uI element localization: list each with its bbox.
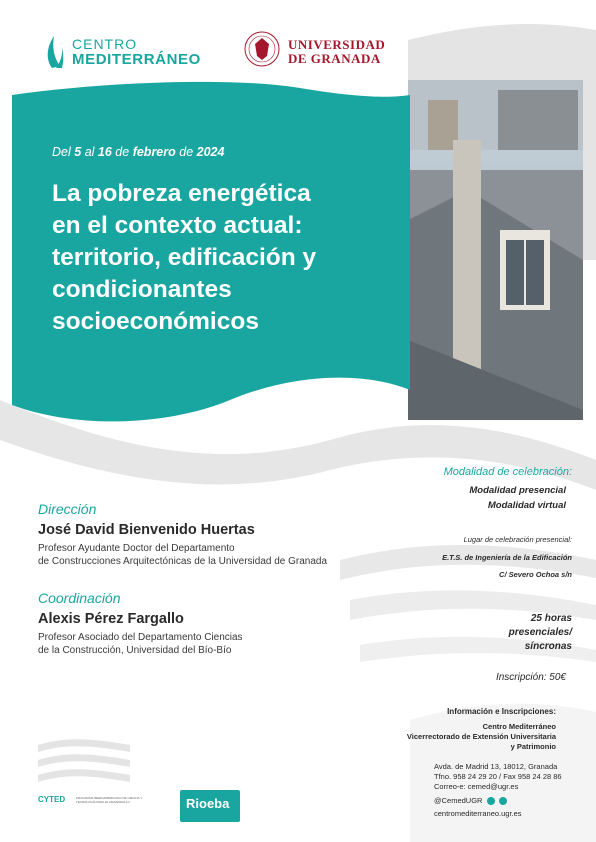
coordinator-name: Alexis Pérez Fargallo bbox=[38, 611, 184, 627]
universidad-granada-logo bbox=[243, 30, 393, 72]
title-line: condicionantes bbox=[52, 276, 232, 303]
modality-heading: Modalidad de celebración: bbox=[443, 466, 572, 478]
centro-mediterraneo-mark-icon bbox=[42, 30, 68, 70]
director-name: José David Bienvenido Huertas bbox=[38, 522, 255, 538]
venue-heading: Lugar de celebración presencial: bbox=[463, 535, 572, 544]
title-line: en el contexto actual: bbox=[52, 212, 303, 239]
facebook-icon[interactable] bbox=[487, 797, 495, 805]
venue-school: E.T.S. de Ingeniería de la Edificación bbox=[442, 553, 572, 562]
info-organization: Centro Mediterráneo Vicerrectorado de Extensión Universitaria y Patrimonio bbox=[406, 722, 556, 751]
venue-address: C/ Severo Ochoa s/n bbox=[499, 570, 572, 579]
cyted-fine-print: PROGRAMA IBEROAMERICANO DE CIENCIA Y TECNOLOGÍA PARA EL DESARROLLO bbox=[76, 796, 143, 804]
social-handle[interactable]: @CemedUGR bbox=[434, 796, 483, 805]
coordinator-role: Profesor Asociado del Departamento Ciencias de la Construcción, Universidad del Bío-Bío bbox=[38, 632, 243, 656]
course-title bbox=[52, 178, 392, 338]
event-dates: Del 5 al 16 de febrero de 2024 bbox=[52, 145, 225, 159]
logo-text-de-granada: DE GRANADA bbox=[288, 51, 381, 66]
registration-fee: Inscripción: 50€ bbox=[495, 672, 566, 683]
social-row bbox=[434, 796, 562, 806]
cyted-logo: CYTED PROGRAMA IBEROAMERICANO DE CIENCIA Y TECNOLOGÍA PARA EL DESARROLLO bbox=[38, 795, 143, 804]
rioeba-logo: Rioeba bbox=[180, 790, 240, 822]
modality-inperson: Modalidad presencial bbox=[469, 485, 566, 496]
logo-text-mediterraneo: MEDITERRÁNEO bbox=[72, 51, 201, 68]
contact-address: Avda. de Madrid 13, 18012, Granada bbox=[434, 762, 558, 771]
modality-virtual: Modalidad virtual bbox=[487, 500, 566, 511]
info-heading: Información e Inscripciones: bbox=[447, 707, 556, 716]
logo-text-centro: CENTRO bbox=[72, 36, 138, 52]
twitter-icon[interactable] bbox=[499, 797, 507, 805]
director-role: Profesor Ayudante Doctor del Departamento de Construcciones Arquitectónicas de la Universidad de Granada bbox=[38, 543, 328, 567]
title-line: socioeconómicos bbox=[52, 308, 259, 335]
logo-text-universidad: UNIVERSIDAD bbox=[288, 37, 386, 52]
title-line: La pobreza energética bbox=[52, 180, 311, 207]
ugr-seal-icon bbox=[243, 30, 281, 68]
website-link[interactable]: centromediterraneo.ugr.es bbox=[434, 809, 522, 818]
contact-details bbox=[434, 762, 562, 819]
contact-phone: Tfno. 958 24 29 20 / Fax 958 24 28 86 bbox=[434, 772, 562, 781]
coordination-heading: Coordinación bbox=[38, 590, 121, 606]
contact-email[interactable]: Correo-e: cemed@ugr.es bbox=[434, 782, 519, 791]
title-line: territorio, edificación y bbox=[52, 244, 317, 271]
hours-info: 25 horas presenciales/ síncronas bbox=[508, 613, 572, 652]
centro-mediterraneo-logo bbox=[42, 30, 212, 70]
direction-heading: Dirección bbox=[38, 501, 97, 517]
